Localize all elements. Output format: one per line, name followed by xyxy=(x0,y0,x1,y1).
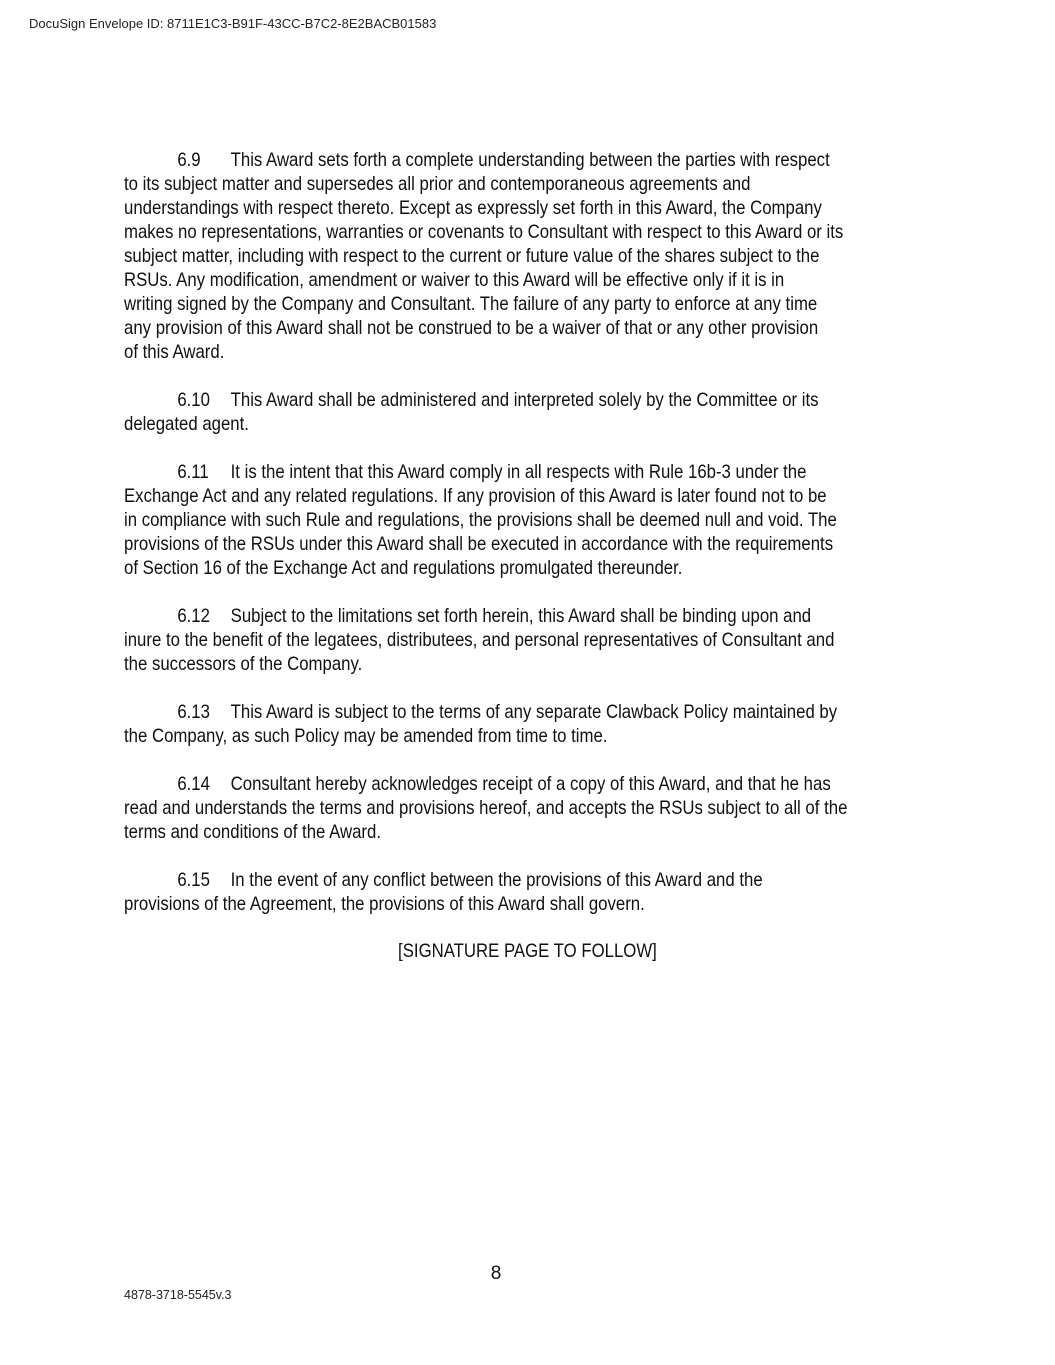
section-6-12: 6.12 Subject to the limitations set forth herein, this Award shall be binding upon and inure to the benefit of the legatees, distributees, and personal representatives of Consultant and the successors of the Company. xyxy=(124,605,835,675)
section-6-9: 6.9 This Award sets forth a complete understanding between the parties with respect to its subject matter and supersedes all prior and contemporaneous agreements and understandings with respect thereto. Except as expressly set forth in this Award, the Company makes no representations, warranties or covenants to Consultant with respect to this Award or its subject matter, including with respect to the current or future value of the shares subject to the RSUs. Any modification, amendment or waiver to this Award will be effective only if it is in writing signed by the Company and Consultant. The failure of any party to enforce at any time any provision of this Award shall not be construed to be a waiver of that or any other provision of this Award. xyxy=(124,149,844,363)
section-number: 6.14 xyxy=(177,773,210,795)
section-6-10: 6.10 This Award shall be administered and interpreted solely by the Committee or its delegated agent. xyxy=(124,389,819,435)
section-number: 6.10 xyxy=(177,389,210,411)
docusign-envelope-id: DocuSign Envelope ID: 8711E1C3-B91F-43CC-B7C2-8E2BACB01583 xyxy=(29,16,437,31)
section-6-15: 6.15 In the event of any conflict between the provisions of this Award and the provisions of the Agreement, the provisions of this Award shall govern. xyxy=(124,869,763,915)
section-number: 6.12 xyxy=(177,605,210,627)
section-6-11: 6.11 It is the intent that this Award comply in all respects with Rule 16b-3 under the Exchange Act and any related regulations. If any provision of this Award is later found not to be in compliance with such Rule and regulations, the provisions shall be deemed null and void. The provisions of the RSUs under this Award shall be executed in accordance with the requirements of Section 16 of the Exchange Act and regulations promulgated thereunder. xyxy=(124,461,837,579)
section-6-14: 6.14 Consultant hereby acknowledges receipt of a copy of this Award, and that he has read and understands the terms and provisions hereof, and accepts the RSUs subject to all of the terms and conditions of the Award. xyxy=(124,773,848,843)
signature-page-notice: [SIGNATURE PAGE TO FOLLOW] xyxy=(398,940,657,962)
section-number: 6.13 xyxy=(177,701,210,723)
section-number: 6.15 xyxy=(177,869,210,891)
document-id: 4878-3718-5545v.3 xyxy=(124,1288,232,1302)
section-number: 6.9 xyxy=(177,149,201,171)
section-number: 6.11 xyxy=(177,461,209,483)
section-6-13: 6.13 This Award is subject to the terms of any separate Clawback Policy maintained by the Company, as such Policy may be amended from time to time. xyxy=(124,701,838,747)
page-number: 8 xyxy=(490,1263,502,1284)
document-body xyxy=(124,148,954,940)
